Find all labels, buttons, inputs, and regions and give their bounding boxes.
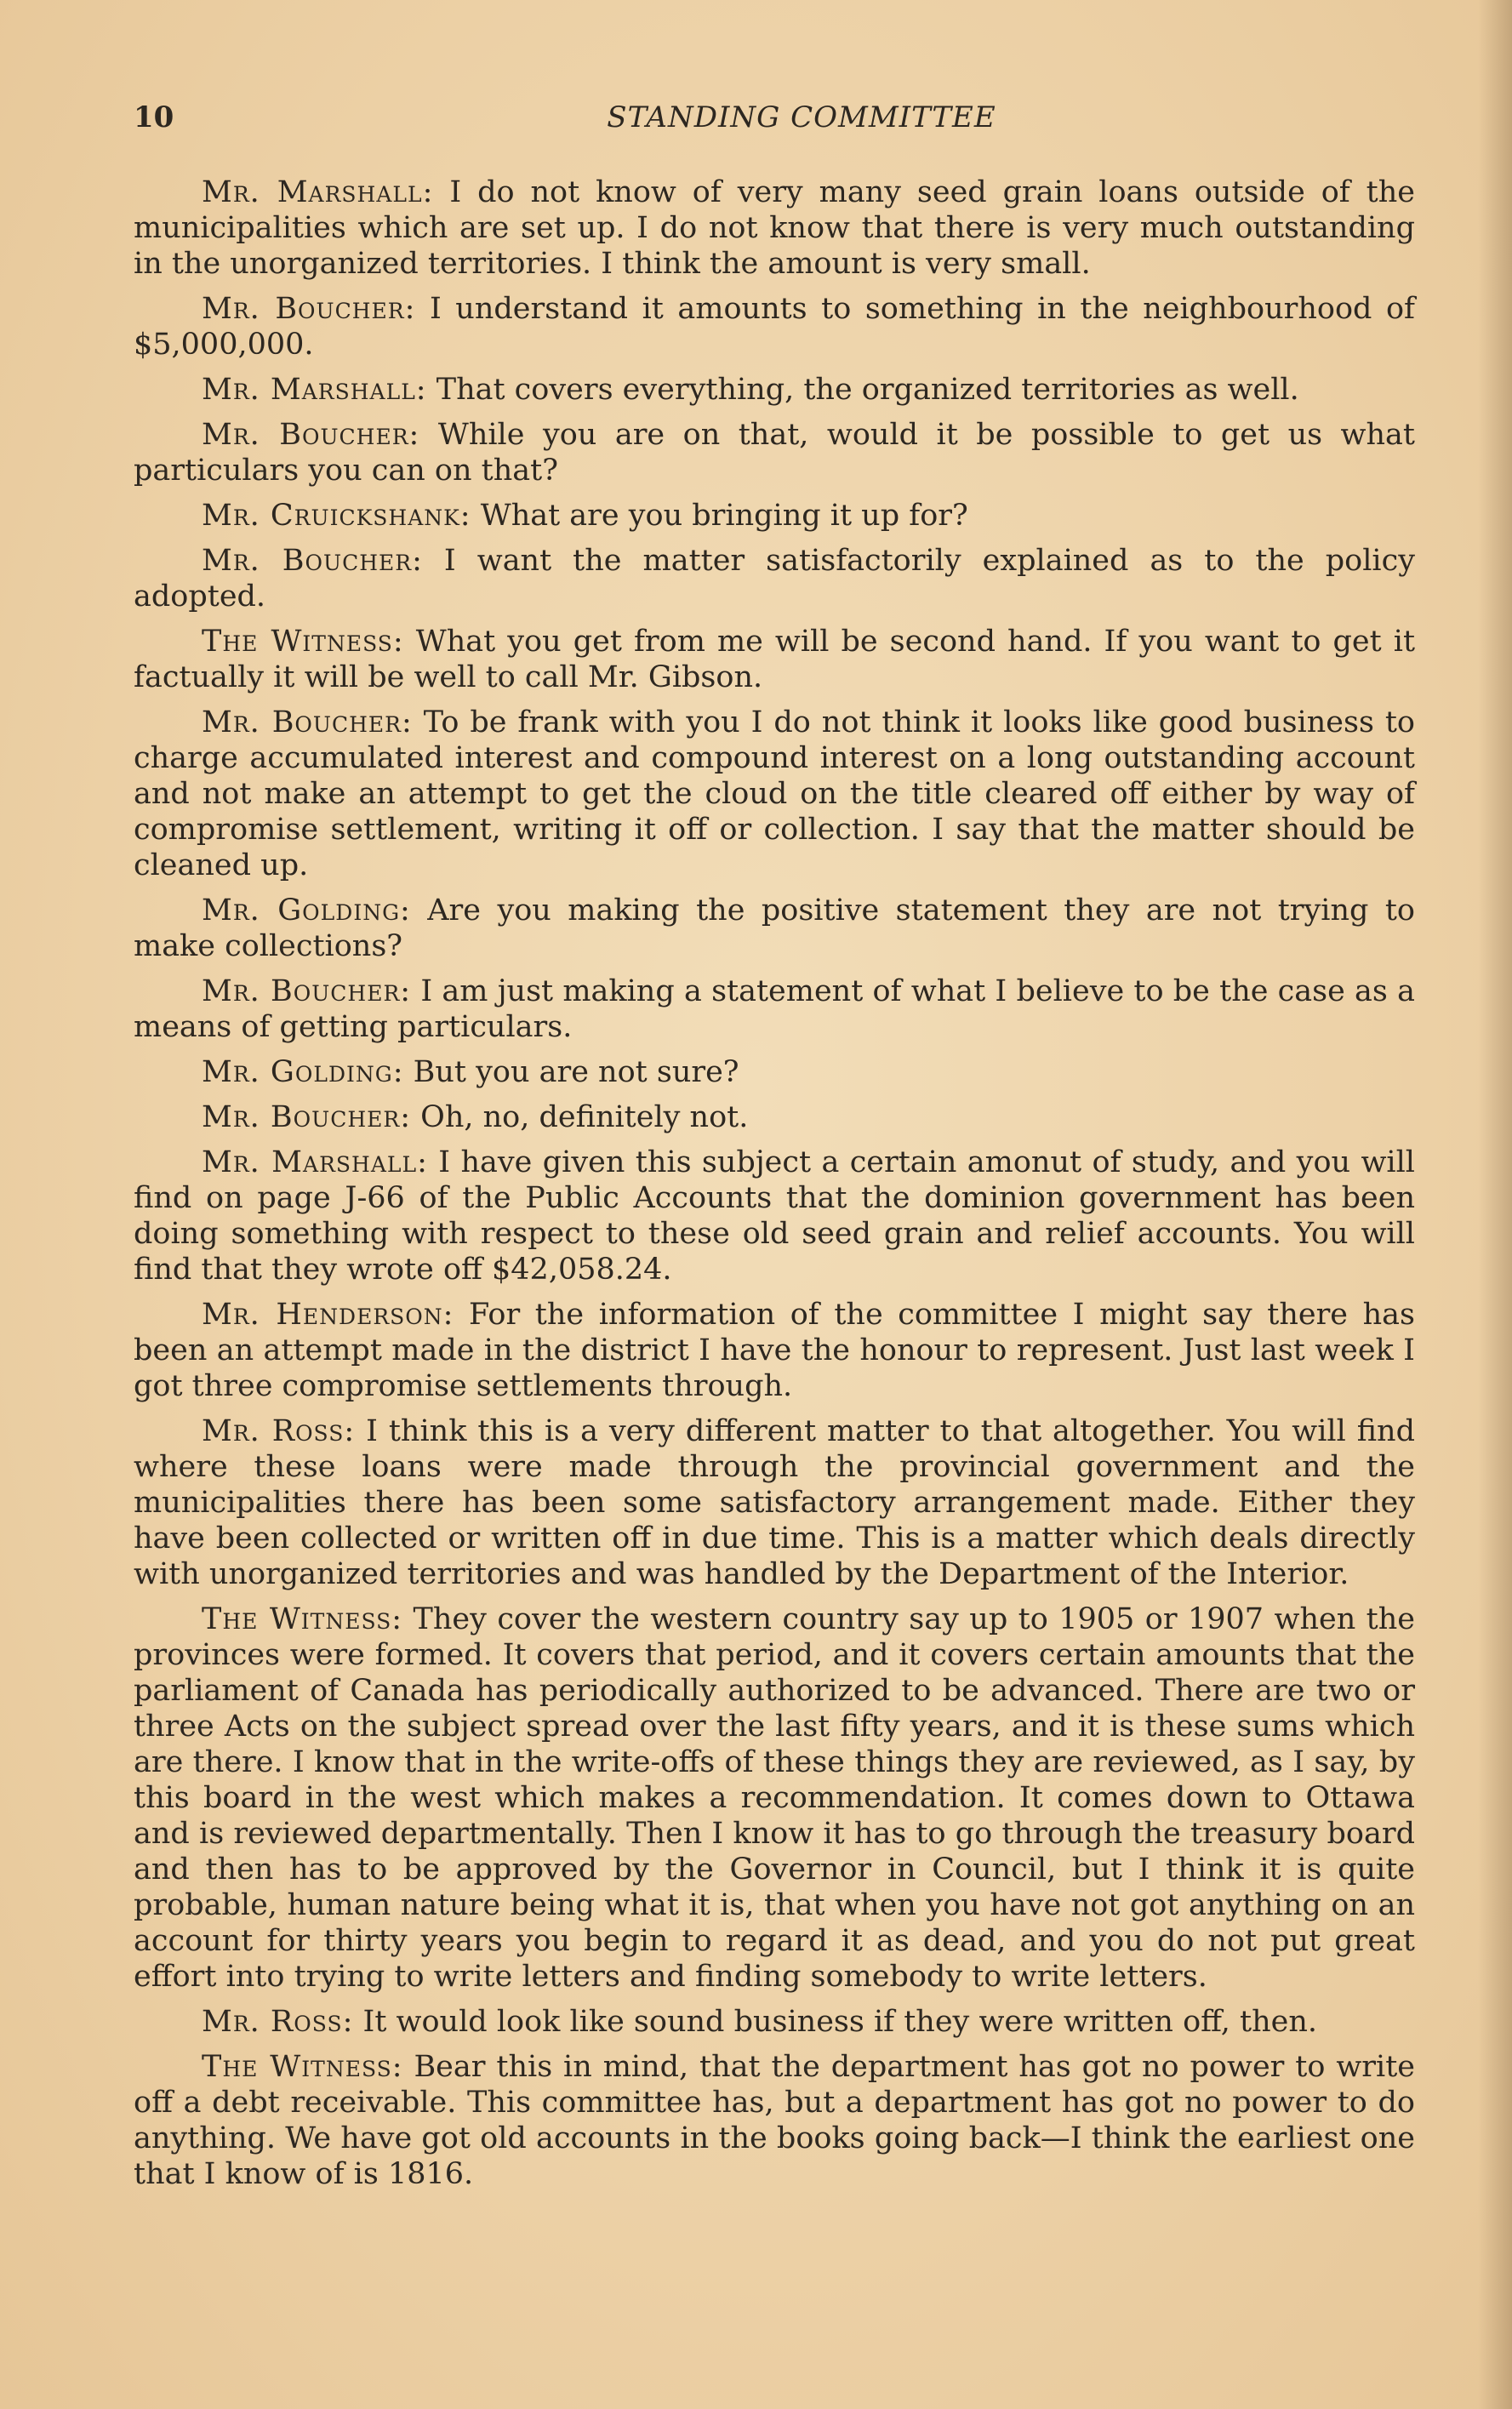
page-number: 10 <box>134 100 174 134</box>
transcript-body <box>134 174 1415 2201</box>
paragraph-text: To be frank with you I do not think it looks like good business to charge accumulated interest and compound interest on a long outstanding account and not make an attempt to get the cloud on the title cleared off either by way of compromise settlement, writing it off or collection. I say that the matter should be cleaned up. <box>134 705 1415 882</box>
speaker-name: Mr. Boucher: <box>202 418 420 452</box>
speaker-name: Mr. Marshall: <box>202 1145 428 1179</box>
paragraph-text: I am just making a statement of what I believe to be the case as a means of getting particulars. <box>134 974 1415 1044</box>
paragraph-text: I want the matter satisfactorily explained as to the policy adopted. <box>134 544 1415 614</box>
paragraph <box>134 973 1415 1045</box>
paragraph <box>134 1601 1415 1995</box>
speaker-name: Mr. Boucher: <box>202 974 412 1008</box>
paragraph-text: For the information of the committee I might say there has been an attempt made in the district I have the honour to represent. Just last week I got three compromise settlements through. <box>134 1298 1415 1403</box>
paragraph <box>134 543 1415 614</box>
speaker-name: The Witness: <box>202 625 404 659</box>
speaker-name: Mr. Golding: <box>202 1055 404 1089</box>
paragraph-text: They cover the western country say up to 1905 or 1907 when the provinces were formed. It covers that period, and it covers certain amounts that the parliament of Canada has periodically authorized to be advanced. There are two or three Acts on the subject spread over the last fifty years, and it is these sums which are there. I know that in the write-offs of these things they are reviewed, as I say, by this board in the west which makes a recommendation. It comes down to Ottawa and is reviewed departmentally. Then I know it has to go through the treasury board and then has to be approved by the Governor in Council, but I think it is quite probable, human nature being what it is, that when you have not got anything on an account for thirty years you begin to regard it as dead, and you do not put great effort into trying to write letters and finding somebody to write letters. <box>134 1602 1415 1994</box>
running-title: STANDING COMMITTEE <box>607 100 996 134</box>
paragraph <box>134 893 1415 964</box>
speaker-name: Mr. Golding: <box>202 893 411 928</box>
paragraph-text: I think this is a very different matter to that altogether. You will find where these loans were made through the provincial government and the municipalities there has been some satisfactory arrangement made. Either they have been collected or written off in due time. This is a matter which deals directly with unorganized territories and was handled by the Department of the Interior. <box>134 1414 1415 1591</box>
paragraph <box>134 372 1415 408</box>
speaker-name: The Witness: <box>202 1602 403 1636</box>
paragraph <box>134 1099 1415 1135</box>
paragraph <box>134 174 1415 282</box>
speaker-name: Mr. Marshall: <box>202 175 434 209</box>
paragraph-text: I have given this subject a certain amonut of study, and you will find on page J-66 of the Public Accounts that the dominion government has been doing something with respect to these old seed grain and relief accounts. You will find that they wrote off $42,058.24. <box>134 1145 1415 1287</box>
speaker-name: Mr. Boucher: <box>202 1100 411 1134</box>
speaker-name: Mr. Cruickshank: <box>202 499 471 533</box>
speaker-name: Mr. Boucher: <box>202 705 413 739</box>
paragraph <box>134 1145 1415 1287</box>
paragraph-text: But you are not sure? <box>403 1055 739 1089</box>
speaker-name: The Witness: <box>202 2050 403 2084</box>
paragraph <box>134 1054 1415 1090</box>
paragraph-text: That covers everything, the organized territories as well. <box>426 373 1299 407</box>
paragraph <box>134 624 1415 695</box>
speaker-name: Mr. Ross: <box>202 2005 354 2039</box>
paragraph-text: What you get from me will be second hand. If you want to get it factually it will be well to call Mr. Gibson. <box>134 625 1416 694</box>
paragraph-text: Are you making the positive statement they are not trying to make collections? <box>134 893 1415 963</box>
paragraph <box>134 705 1415 883</box>
paragraph-text: While you are on that, would it be possible to get us what particulars you can on that? <box>134 418 1415 488</box>
speaker-name: Mr. Marshall: <box>202 373 427 407</box>
paragraph-text: It would look like sound business if they were written off, then. <box>353 2005 1318 2039</box>
paragraph-text: I do not know of very many seed grain loans outside of the municipalities which are set up. I do not know that there is very much outstanding in the unorganized territories. I think the amount is very small. <box>134 175 1415 281</box>
paragraph <box>134 2004 1415 2040</box>
speaker-name: Mr. Henderson: <box>202 1298 454 1332</box>
paragraph-text: Oh, no, definitely not. <box>411 1100 749 1134</box>
page-header <box>134 100 1418 143</box>
paragraph <box>134 1413 1415 1592</box>
paragraph <box>134 2049 1415 2192</box>
speaker-name: Mr. Boucher: <box>202 544 423 578</box>
paragraph-text: What are you bringing it up for? <box>471 499 968 533</box>
paragraph <box>134 1297 1415 1404</box>
paragraph <box>134 417 1415 488</box>
paragraph-text: I understand it amounts to something in the neighbourhood of $5,000,000. <box>134 292 1415 362</box>
paragraph <box>134 291 1415 362</box>
speaker-name: Mr. Ross: <box>202 1414 356 1448</box>
paragraph <box>134 498 1415 534</box>
speaker-name: Mr. Boucher: <box>202 292 416 326</box>
paragraph-text: Bear this in mind, that the department has got no power to write off a debt receivable. This committee has, but a department has got no power to do anything. We have got old accounts in the books going back—I think the earliest one that I know of is 1816. <box>134 2050 1415 2191</box>
